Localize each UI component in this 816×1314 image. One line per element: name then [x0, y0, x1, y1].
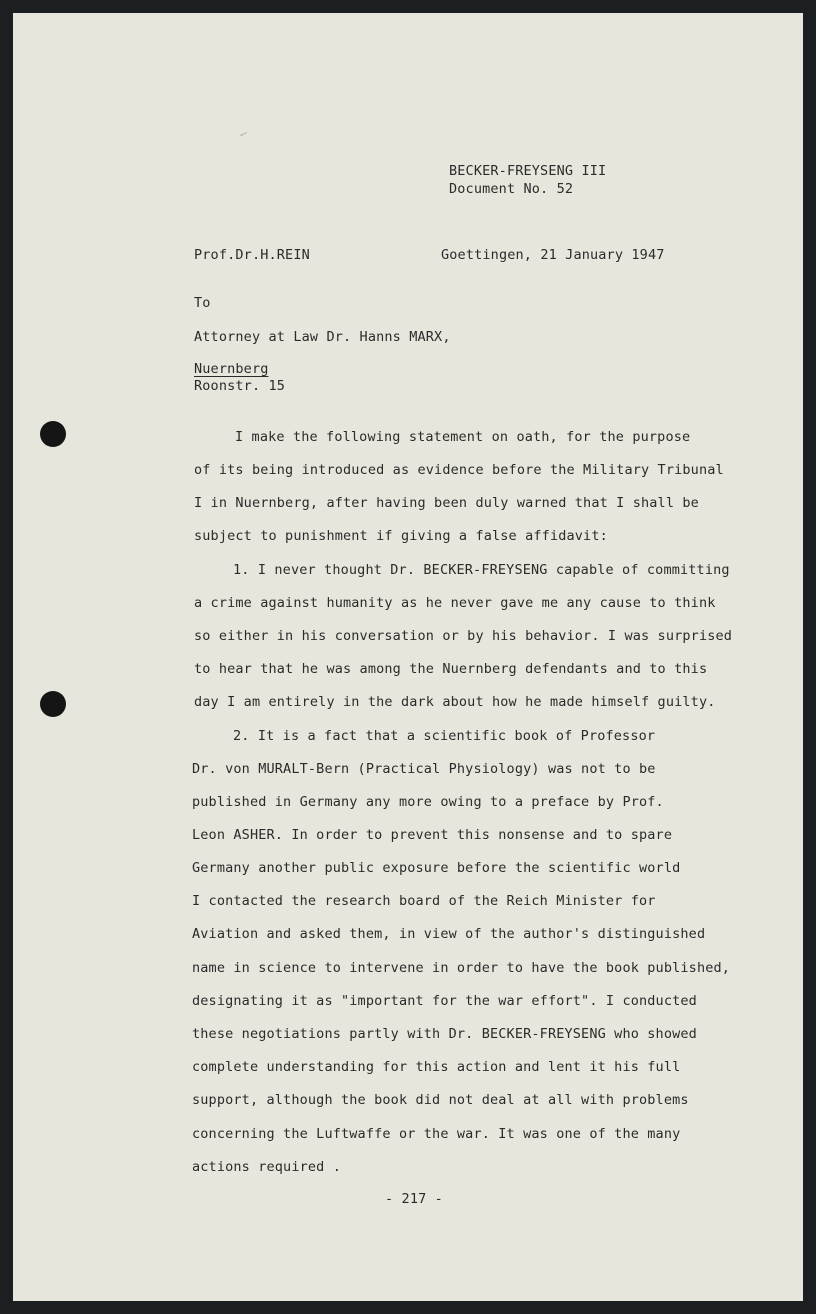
punch-hole — [40, 421, 66, 447]
body-line: a crime against humanity as he never gave me any cause to think — [194, 595, 716, 611]
body-line: to hear that he was among the Nuernberg defendants and to this — [194, 661, 708, 677]
pencil-checkmark: ✓ — [237, 126, 250, 142]
body-line: support, although the book did not deal at all with problems — [192, 1092, 689, 1108]
body-line: complete understanding for this action and lent it his full — [192, 1059, 681, 1075]
body-line: I in Nuernberg, after having been duly warned that I shall be — [194, 495, 699, 511]
body-line: Germany another public exposure before the scientific world — [192, 860, 681, 876]
document-page — [13, 13, 803, 1301]
place-and-date: Goettingen, 21 January 1947 — [441, 247, 665, 263]
recipient-street: Roonstr. 15 — [194, 378, 286, 394]
addressee-to: To — [194, 295, 211, 311]
punch-hole — [40, 691, 66, 717]
document-reference-line-1: BECKER-FREYSENG III — [449, 163, 607, 179]
body-line: actions required . — [192, 1159, 341, 1175]
body-line: Aviation and asked them, in view of the author's distinguished — [192, 926, 706, 942]
body-line: concerning the Luftwaffe or the war. It was one of the many — [192, 1126, 681, 1142]
body-line: day I am entirely in the dark about how he made himself guilty. — [194, 694, 716, 710]
recipient-city: Nuernberg — [194, 361, 269, 377]
sender-name: Prof.Dr.H.REIN — [194, 247, 310, 263]
body-line: name in science to intervene in order to have the book published, — [192, 960, 731, 976]
body-line: I make the following statement on oath, for the purpose — [235, 429, 691, 445]
body-line: designating it as "important for the war effort". I conducted — [192, 993, 697, 1009]
body-line: published in Germany any more owing to a preface by Prof. — [192, 794, 664, 810]
body-line: Leon ASHER. In order to prevent this nonsense and to spare — [192, 827, 673, 843]
document-reference-line-2: Document No. 52 — [449, 181, 574, 197]
body-line: I contacted the research board of the Reich Minister for — [192, 893, 656, 909]
body-line: these negotiations partly with Dr. BECKER-FREYSENG who showed — [192, 1026, 697, 1042]
body-line: subject to punishment if giving a false affidavit: — [194, 528, 608, 544]
body-line: so either in his conversation or by his behavior. I was surprised — [194, 628, 733, 644]
body-line: of its being introduced as evidence before the Military Tribunal — [194, 462, 724, 478]
recipient-name: Attorney at Law Dr. Hanns MARX, — [194, 329, 451, 345]
body-line: 1. I never thought Dr. BECKER-FREYSENG capable of committing — [233, 562, 730, 578]
body-line: 2. It is a fact that a scientific book of Professor — [233, 728, 656, 744]
page-number: - 217 - — [385, 1191, 443, 1207]
body-line: Dr. von MURALT-Bern (Practical Physiology) was not to be — [192, 761, 656, 777]
